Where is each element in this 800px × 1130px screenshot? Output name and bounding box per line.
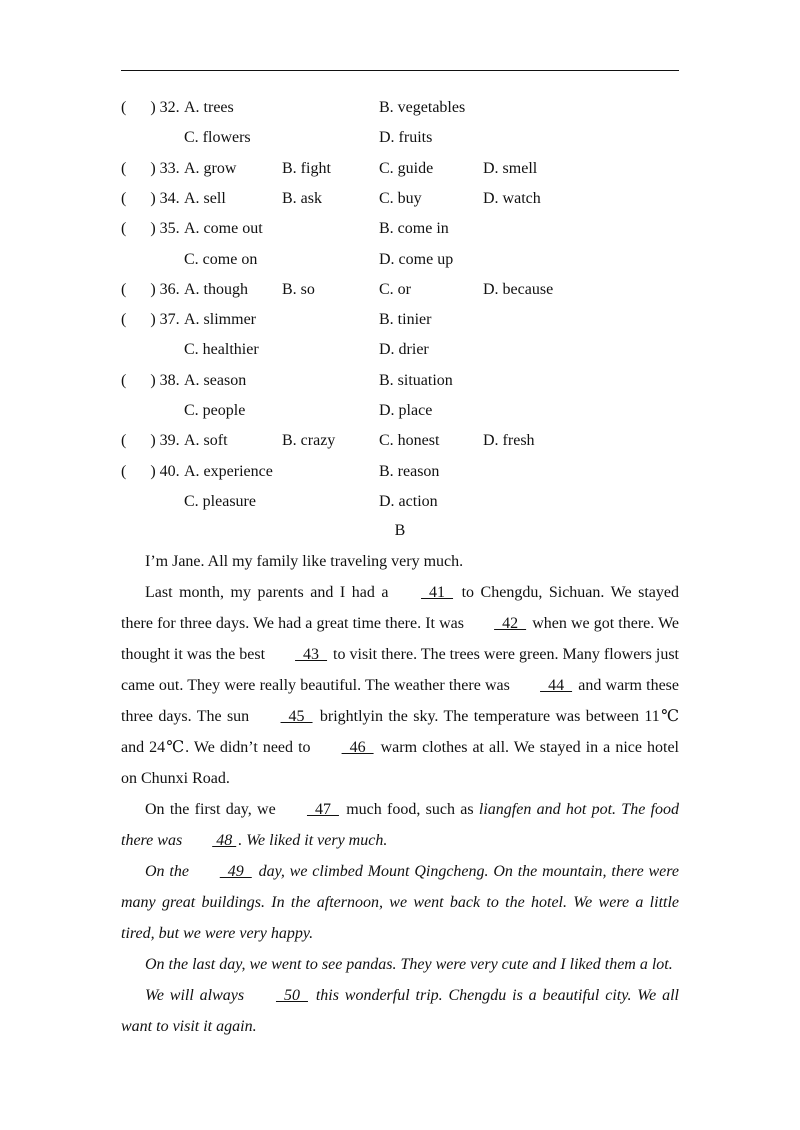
- passage-text: warm clothes at all. We stayed in a nice hotel on Chunxi Road.: [121, 739, 680, 787]
- question-number: ( ) 33.: [121, 159, 180, 177]
- question-row: [121, 396, 681, 426]
- passage-paragraph-5: [121, 949, 679, 980]
- option-c[interactable]: C. guide: [379, 159, 434, 177]
- option-c[interactable]: B. come in: [379, 220, 449, 238]
- question-number: ( ) 39.: [121, 432, 180, 450]
- passage-paragraph-4: [121, 856, 679, 949]
- option-a[interactable]: A. sell: [184, 189, 226, 207]
- question-row: [121, 214, 681, 244]
- option-b[interactable]: B. fight: [282, 159, 331, 177]
- option-a[interactable]: C. pleasure: [184, 492, 256, 510]
- passage-text: Last month, my parents and I had a: [145, 584, 396, 601]
- passage-paragraph-1: [121, 546, 679, 577]
- question-number: ( ) 35.: [121, 220, 180, 238]
- blank-50[interactable]: 50: [275, 987, 308, 1004]
- option-c[interactable]: C. or: [379, 280, 411, 298]
- option-c[interactable]: B. tinier: [379, 311, 432, 329]
- question-row: [121, 487, 681, 517]
- question-row: [121, 245, 681, 275]
- option-a[interactable]: C. people: [184, 402, 246, 419]
- option-a[interactable]: A. trees: [184, 99, 234, 116]
- option-a[interactable]: A. slimmer: [184, 311, 256, 329]
- passage-text: We will always: [145, 987, 250, 1004]
- option-c[interactable]: D. action: [379, 492, 438, 510]
- blank-44[interactable]: 44: [540, 677, 573, 694]
- question-row: [121, 275, 681, 305]
- option-c[interactable]: B. reason: [379, 462, 440, 480]
- option-c[interactable]: D. fruits: [379, 129, 433, 147]
- section-b-heading: B: [394, 522, 406, 539]
- question-row: [121, 426, 681, 456]
- passage-text: much food, such as: [340, 801, 479, 818]
- passage-text: day, we climbed Mount Qingcheng. On the mountain, there were many great buildings. In the afternoon, we went back to the hotel. We were a little tired, but we were very happy.: [121, 863, 679, 942]
- option-b[interactable]: B. so: [282, 280, 315, 298]
- option-c[interactable]: D. come up: [379, 250, 454, 268]
- question-row: [121, 154, 681, 184]
- option-a[interactable]: C. flowers: [184, 129, 251, 147]
- passage-paragraph-3: [121, 794, 679, 856]
- passage-text: . We liked it very much.: [238, 832, 388, 849]
- option-a[interactable]: A. experience: [184, 462, 273, 480]
- blank-42[interactable]: 42: [494, 615, 527, 632]
- option-d[interactable]: D. smell: [483, 159, 538, 177]
- passage-text: brightlyin the sky. The temperature was between 11℃ and 24℃. We didn’t need to: [121, 708, 679, 756]
- passage-text: I’m Jane. All my family like traveling very much.: [145, 553, 464, 570]
- passage-paragraph-6: [121, 980, 679, 1042]
- question-row: [121, 305, 681, 335]
- option-a[interactable]: C. come on: [184, 250, 258, 268]
- option-a[interactable]: A. though: [184, 280, 248, 298]
- question-row: [121, 93, 681, 123]
- question-number: ( ) 34.: [121, 189, 180, 207]
- passage-text: to visit there. The trees were green. Many flowers just came out. They were really beautiful. The weather there was: [121, 646, 679, 694]
- option-a[interactable]: A. grow: [184, 159, 237, 177]
- question-row: [121, 366, 681, 396]
- option-c[interactable]: B. vegetables: [379, 99, 466, 116]
- blank-49[interactable]: 49: [219, 863, 252, 880]
- option-a[interactable]: A. season: [184, 371, 247, 389]
- passage-text: liangfen and hot pot. The food there was: [121, 801, 680, 849]
- question-number: ( ) 32.: [121, 99, 180, 116]
- passage-text: On the last day, we went to see pandas. They were very cute and I liked them a lot.: [145, 956, 673, 973]
- option-a[interactable]: A. come out: [184, 220, 263, 238]
- option-c[interactable]: C. buy: [379, 189, 422, 207]
- passage-text: On the: [145, 863, 194, 880]
- blank-41[interactable]: 41: [421, 584, 454, 601]
- passage-text: and warm these three days. The sun: [121, 677, 680, 725]
- blank-48[interactable]: 48: [212, 832, 237, 849]
- blank-45[interactable]: 45: [280, 708, 313, 725]
- option-c[interactable]: D. drier: [379, 341, 429, 359]
- blank-43[interactable]: 43: [295, 646, 328, 663]
- passage-paragraph-2: [121, 577, 679, 794]
- option-b[interactable]: B. ask: [282, 189, 322, 207]
- passage-text: when we got there. We thought it was the best: [121, 615, 679, 663]
- option-a[interactable]: C. healthier: [184, 341, 259, 359]
- passage-text: this wonderful trip. Chengdu is a beautiful city. We all want to visit it again.: [121, 987, 679, 1035]
- option-d[interactable]: D. watch: [483, 189, 541, 207]
- question-row: [121, 335, 681, 365]
- question-row: [121, 123, 681, 153]
- passage: [121, 546, 679, 1042]
- option-d[interactable]: D. fresh: [483, 432, 535, 450]
- question-number: ( ) 36.: [121, 280, 180, 298]
- passage-text: to Chengdu, Sichuan. We stayed there for three days. We had a great time there. It was: [121, 584, 679, 632]
- passage-text: On the first day, we: [145, 801, 281, 818]
- option-c[interactable]: C. honest: [379, 432, 440, 450]
- question-number: ( ) 37.: [121, 311, 180, 329]
- question-number: ( ) 38.: [121, 371, 180, 389]
- question-row: [121, 184, 681, 214]
- option-d[interactable]: D. because: [483, 280, 554, 298]
- question-number: ( ) 40.: [121, 462, 180, 480]
- question-row: [121, 457, 681, 487]
- option-a[interactable]: A. soft: [184, 432, 228, 450]
- option-c[interactable]: D. place: [379, 402, 433, 419]
- option-c[interactable]: B. situation: [379, 371, 453, 389]
- option-b[interactable]: B. crazy: [282, 432, 336, 450]
- header-rule: [121, 70, 679, 71]
- blank-46[interactable]: 46: [341, 739, 374, 756]
- blank-47[interactable]: 47: [306, 801, 339, 818]
